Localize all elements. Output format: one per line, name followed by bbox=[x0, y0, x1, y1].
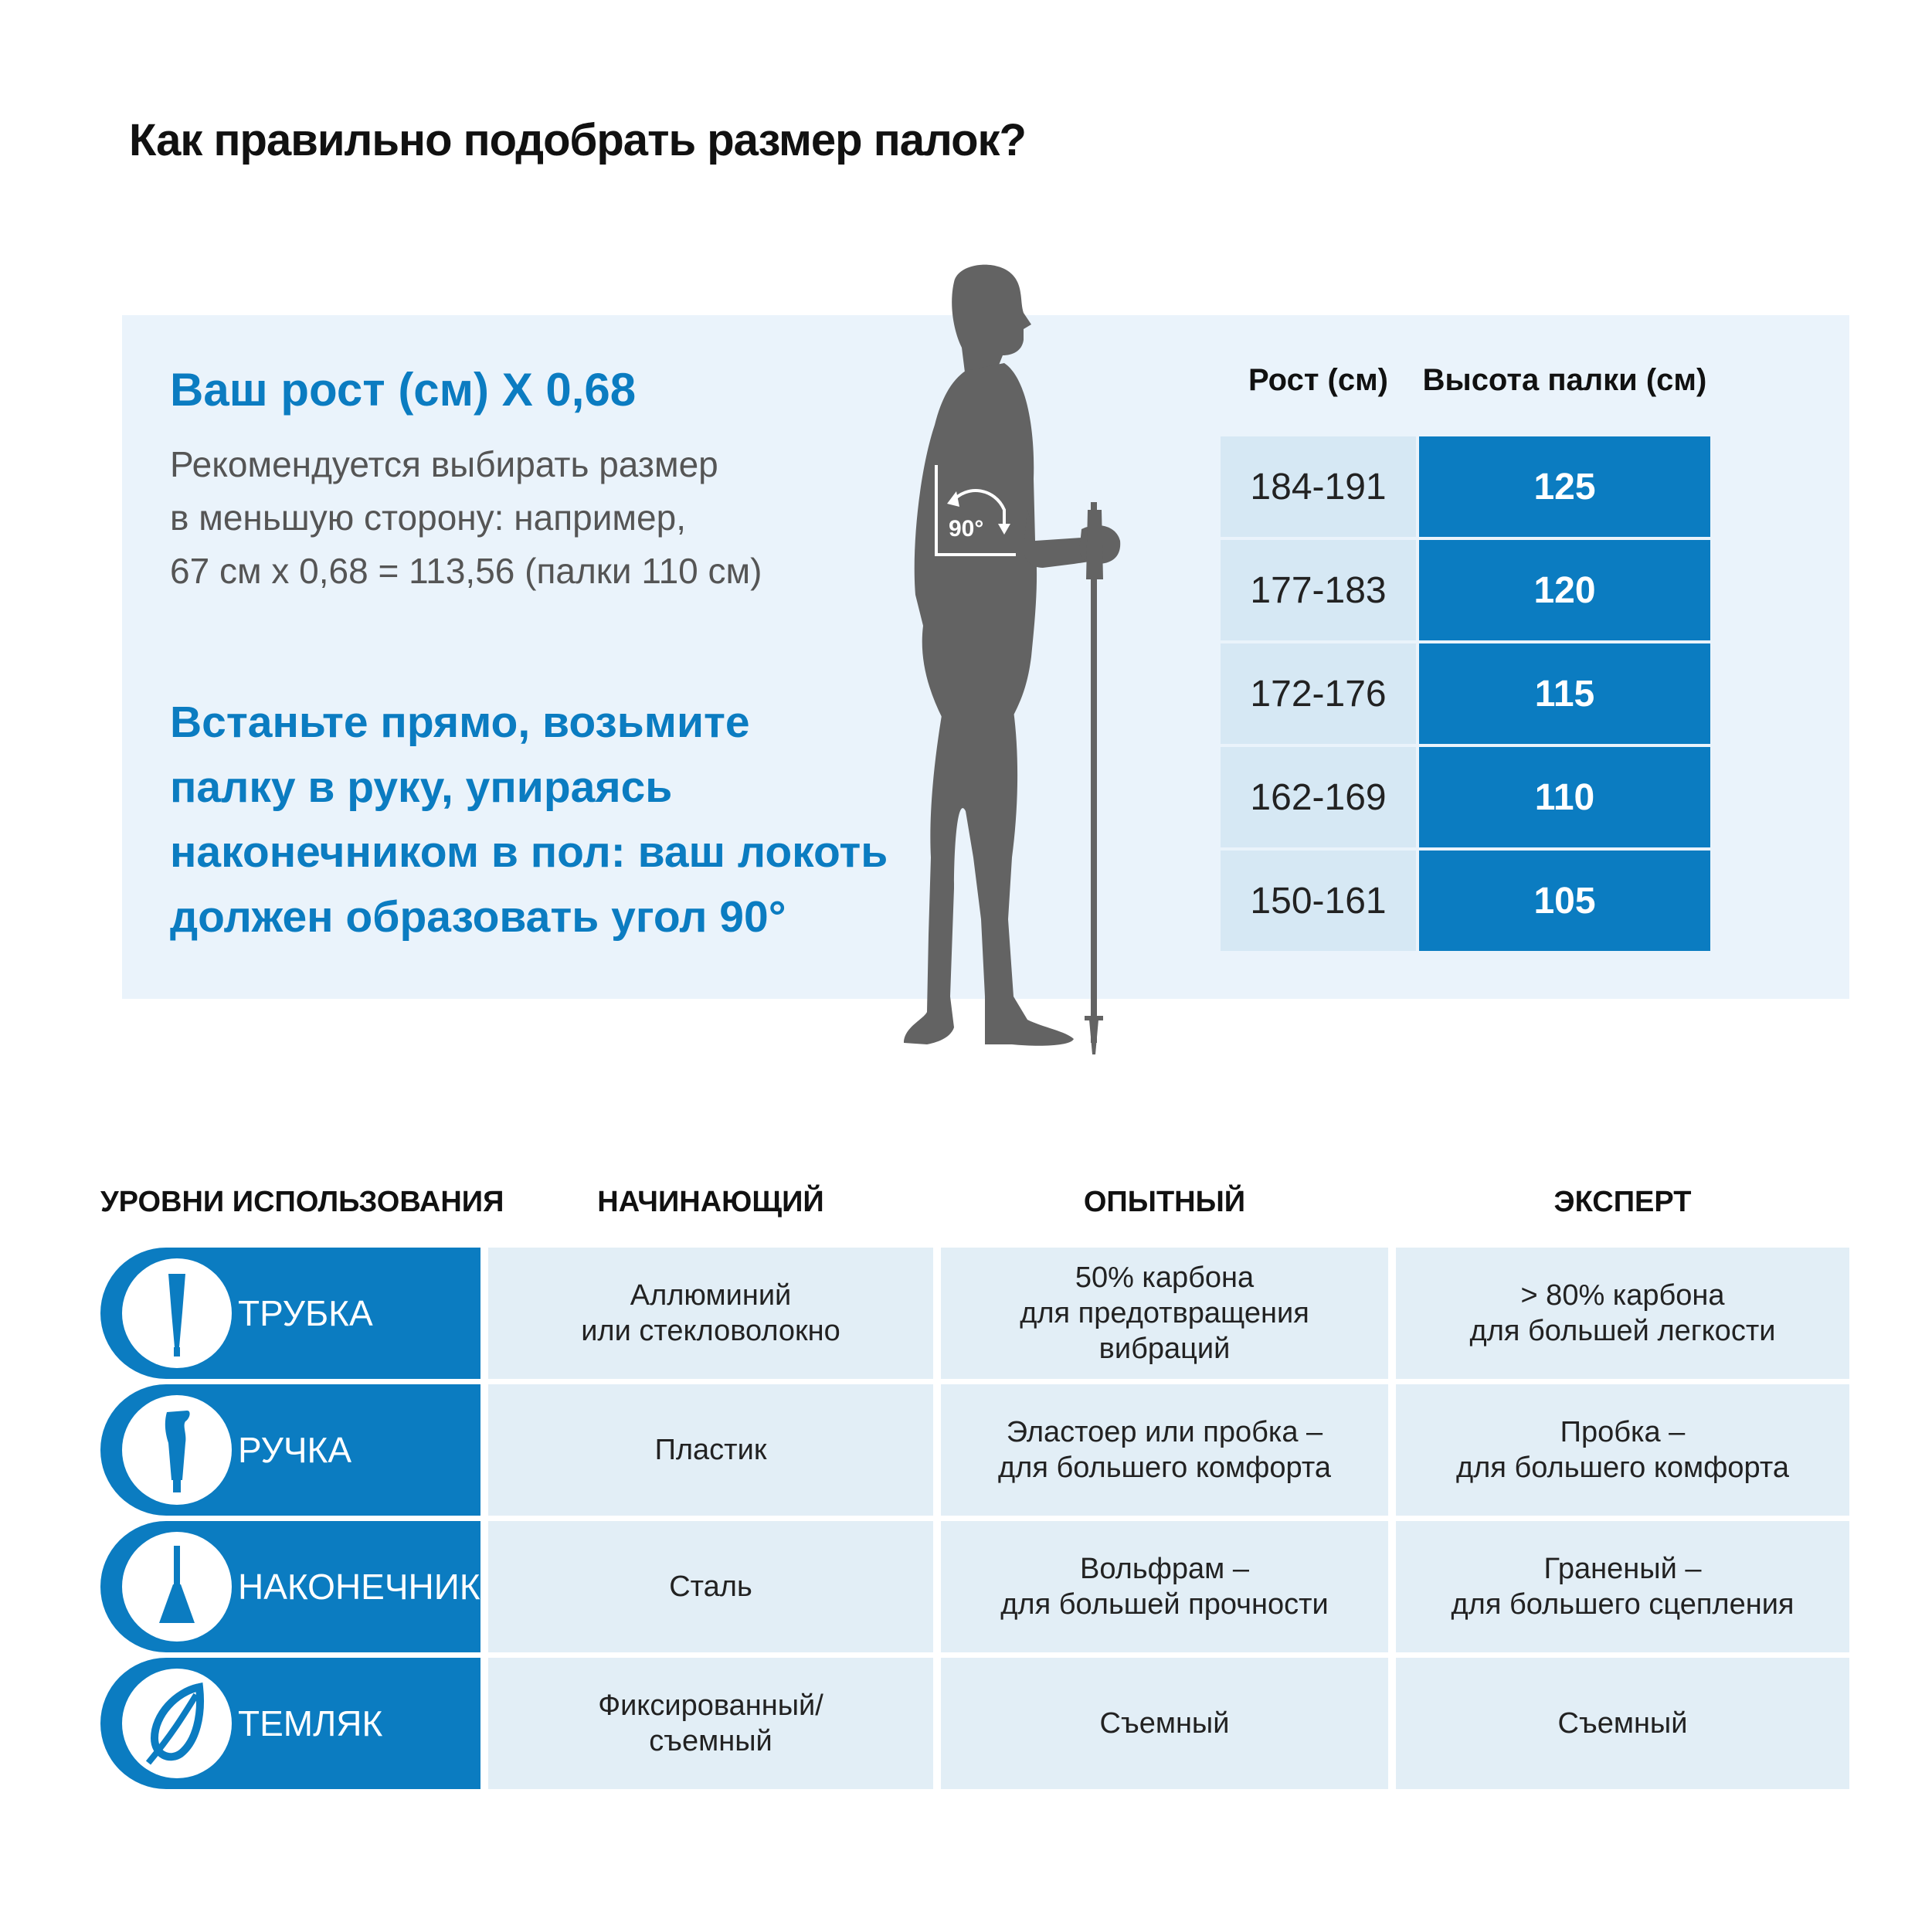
experienced-cell: Вольфрам – для большей прочности bbox=[941, 1521, 1388, 1652]
size-table-header-height: Рост (см) bbox=[1248, 363, 1388, 397]
instruction-text bbox=[170, 690, 888, 949]
expert-header: ЭКСПЕРТ bbox=[1553, 1186, 1692, 1218]
size-table-row bbox=[1221, 851, 1710, 951]
height-range-cell: 172-176 bbox=[1221, 643, 1416, 744]
pole-height-cell: 105 bbox=[1419, 851, 1710, 951]
height-range-cell: 162-169 bbox=[1221, 747, 1416, 847]
levels-header: УРОВНИ ИСПОЛЬЗОВАНИЯ bbox=[100, 1186, 504, 1218]
beginner-header: НАЧИНАЮЩИЙ bbox=[597, 1186, 824, 1218]
size-table-header-pole: Высота палки (см) bbox=[1422, 363, 1707, 397]
recommendation-line: в меньшую сторону: например, bbox=[170, 497, 686, 538]
experienced-header: ОПЫТНЫЙ bbox=[1083, 1186, 1246, 1218]
experienced-cell: Съемный bbox=[941, 1658, 1388, 1789]
instruction-line: должен образовать угол 90° bbox=[170, 892, 786, 942]
height-range-cell: 177-183 bbox=[1221, 540, 1416, 640]
experienced-cell: 50% карбона для предотвращения вибраций bbox=[941, 1248, 1388, 1379]
row-label: ТЕМЛЯК bbox=[238, 1703, 383, 1744]
level-row-tip bbox=[100, 1521, 1849, 1652]
icon-circle bbox=[122, 1669, 232, 1778]
angle-label: 90° bbox=[949, 516, 984, 542]
row-label-cell bbox=[100, 1658, 480, 1789]
walker-silhouette-figure bbox=[881, 255, 1128, 1058]
size-table-row bbox=[1221, 436, 1710, 537]
handle-icon bbox=[122, 1395, 232, 1505]
pole-height-cell: 110 bbox=[1419, 747, 1710, 847]
beginner-cell: Фиксированный/ съемный bbox=[488, 1658, 933, 1789]
height-range-cell: 184-191 bbox=[1221, 436, 1416, 537]
level-row-strap bbox=[100, 1658, 1849, 1789]
row-label-cell bbox=[100, 1521, 480, 1652]
size-table-row bbox=[1221, 747, 1710, 847]
expert-cell: Съемный bbox=[1396, 1658, 1849, 1789]
level-row-handle bbox=[100, 1384, 1849, 1516]
pole-height-cell: 120 bbox=[1419, 540, 1710, 640]
experienced-cell: Эластоер или пробка – для большего комфорта bbox=[941, 1384, 1388, 1516]
beginner-cell: Аллюминий или стекловолокно bbox=[488, 1248, 933, 1379]
height-range-cell: 150-161 bbox=[1221, 851, 1416, 951]
row-label-cell bbox=[100, 1248, 480, 1379]
expert-cell: Пробка – для большего комфорта bbox=[1396, 1384, 1849, 1516]
recommendation-line: Рекомендуется выбирать размер bbox=[170, 444, 718, 484]
icon-circle bbox=[122, 1532, 232, 1642]
recommendation-text bbox=[170, 438, 762, 598]
expert-cell: Граненый – для большего сцепления bbox=[1396, 1521, 1849, 1652]
icon-circle bbox=[122, 1258, 232, 1368]
level-row-tube bbox=[100, 1248, 1849, 1379]
pole-height-cell: 125 bbox=[1419, 436, 1710, 537]
size-table-row bbox=[1221, 540, 1710, 640]
icon-circle bbox=[122, 1395, 232, 1505]
tip-icon bbox=[122, 1532, 232, 1642]
row-label: НАКОНЕЧНИК bbox=[238, 1567, 480, 1607]
row-label: РУЧКА bbox=[238, 1430, 352, 1470]
instruction-line: Встаньте прямо, возьмите bbox=[170, 698, 750, 747]
expert-cell: > 80% карбона для большей легкости bbox=[1396, 1248, 1849, 1379]
beginner-cell: Сталь bbox=[488, 1521, 933, 1652]
size-table-row bbox=[1221, 643, 1710, 744]
instruction-line: палку в руку, упираясь bbox=[170, 762, 673, 812]
pole-tube-icon bbox=[122, 1258, 232, 1368]
row-label: ТРУБКА bbox=[238, 1293, 373, 1333]
row-label-cell bbox=[100, 1384, 480, 1516]
instruction-line: наконечником в пол: ваш локоть bbox=[170, 827, 888, 877]
page-title: Как правильно подобрать размер палок? bbox=[129, 115, 1026, 165]
pole-height-cell: 115 bbox=[1419, 643, 1710, 744]
recommendation-line: 67 см х 0,68 = 113,56 (палки 110 см) bbox=[170, 551, 762, 591]
formula-heading: Ваш рост (см) Х 0,68 bbox=[170, 364, 637, 416]
beginner-cell: Пластик bbox=[488, 1384, 933, 1516]
strap-icon bbox=[122, 1669, 232, 1778]
